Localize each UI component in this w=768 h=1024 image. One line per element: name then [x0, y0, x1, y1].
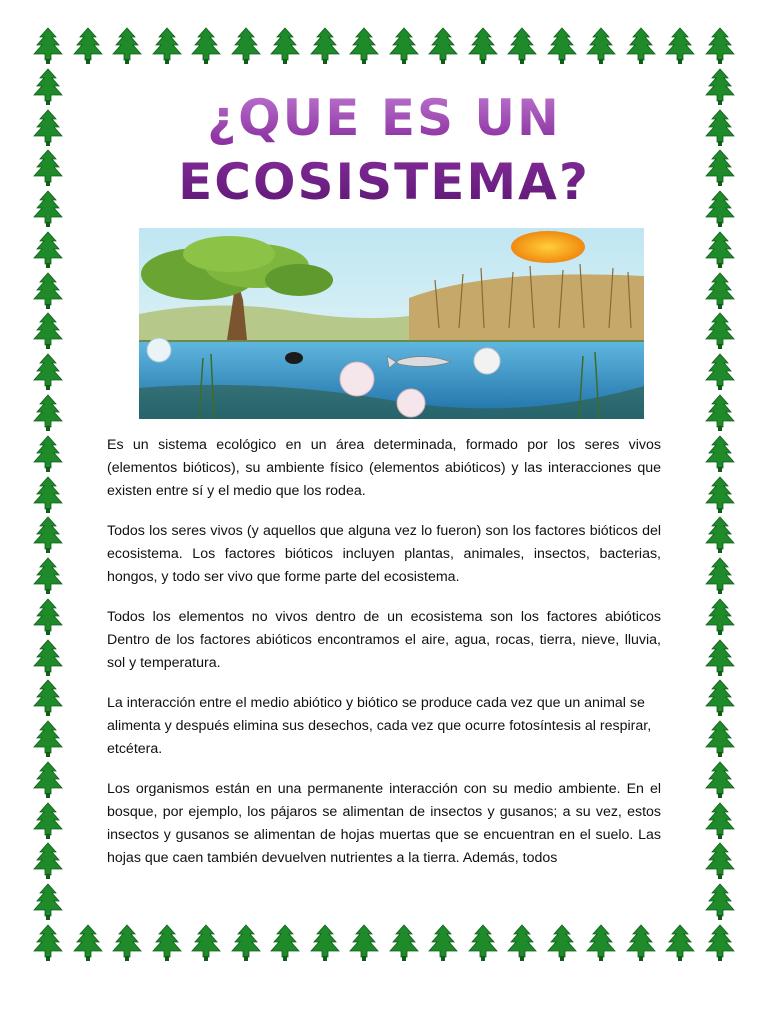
paragraph-1: Es un sistema ecológico en un área determinada, formado por los seres vivos (elementos bióticos), su ambiente físico (elementos abióticos) y las interacciones que existen entre sí y el medio que los rodea. [107, 437, 661, 499]
pine-tree-icon [466, 27, 500, 65]
pine-tree-icon [150, 924, 184, 962]
pine-tree-icon [703, 761, 737, 799]
ecosystem-image [139, 228, 644, 419]
pine-tree-icon [31, 802, 65, 840]
pine-tree-icon [268, 924, 302, 962]
pine-tree-icon [31, 476, 65, 514]
pine-tree-icon [703, 109, 737, 147]
paragraph-3: Todos los elementos no vivos dentro de un ecosistema son los factores abióticos Dentro de los factores abióticos encontramos el aire, agua, rocas, tierra, nieve, lluvia, sol y temperatura. [107, 609, 661, 671]
pine-tree-icon [31, 68, 65, 106]
pine-tree-icon [229, 27, 263, 65]
pine-tree-icon [703, 516, 737, 554]
pine-tree-icon [31, 679, 65, 717]
pine-tree-icon [624, 27, 658, 65]
pine-tree-icon [703, 924, 737, 962]
pine-tree-icon [347, 27, 381, 65]
pine-tree-icon [31, 516, 65, 554]
pine-tree-icon [31, 272, 65, 310]
pine-tree-icon [703, 598, 737, 636]
pine-tree-icon [268, 27, 302, 65]
pine-tree-icon [703, 720, 737, 758]
ecosystem-illustration [139, 228, 644, 419]
title-line-2: ECOSISTEMA? [178, 153, 590, 211]
title-line-1: ¿QUE ES UN [207, 89, 561, 147]
pine-tree-icon [71, 27, 105, 65]
pine-tree-icon [584, 924, 618, 962]
pine-tree-icon [31, 924, 65, 962]
pine-tree-icon [31, 639, 65, 677]
pine-tree-icon [703, 272, 737, 310]
pine-tree-icon [703, 394, 737, 432]
document-body [107, 434, 661, 887]
pine-tree-icon [703, 68, 737, 106]
pine-tree-icon [189, 27, 223, 65]
pine-tree-icon [31, 842, 65, 880]
pine-tree-icon [308, 27, 342, 65]
pine-tree-icon [110, 924, 144, 962]
pine-tree-icon [31, 190, 65, 228]
pine-tree-icon [505, 27, 539, 65]
pine-tree-icon [31, 231, 65, 269]
pine-tree-icon [31, 435, 65, 473]
pine-tree-icon [31, 394, 65, 432]
page-title [120, 86, 648, 214]
pine-tree-icon [31, 109, 65, 147]
pine-tree-icon [466, 924, 500, 962]
pine-tree-icon [703, 557, 737, 595]
pine-tree-icon [584, 27, 618, 65]
pine-tree-icon [545, 924, 579, 962]
pine-tree-icon [703, 476, 737, 514]
pine-tree-icon [71, 924, 105, 962]
pine-tree-icon [426, 27, 460, 65]
pine-tree-icon [31, 883, 65, 921]
pine-tree-icon [31, 353, 65, 391]
pine-tree-icon [703, 190, 737, 228]
paragraph-2: Todos los seres vivos (y aquellos que alguna vez lo fueron) son los factores bióticos del ecosistema. Los factores bióticos incluyen plantas, animales, insectos, bacterias, hongos, y todo ser vivo que forme parte del ecosistema. [107, 523, 661, 585]
pine-tree-icon [31, 27, 65, 65]
pine-tree-icon [31, 720, 65, 758]
pine-tree-icon [31, 598, 65, 636]
pine-tree-icon [31, 149, 65, 187]
pine-tree-icon [31, 557, 65, 595]
pine-tree-icon [663, 924, 697, 962]
pine-tree-icon [229, 924, 263, 962]
pine-tree-icon [31, 312, 65, 350]
pine-tree-icon [387, 924, 421, 962]
pine-tree-icon [703, 149, 737, 187]
pine-tree-icon [703, 231, 737, 269]
pine-tree-icon [703, 312, 737, 350]
pine-tree-icon [347, 924, 381, 962]
pine-tree-icon [426, 924, 460, 962]
pine-tree-icon [189, 924, 223, 962]
pine-tree-icon [703, 679, 737, 717]
pine-tree-icon [150, 27, 184, 65]
pine-tree-icon [110, 27, 144, 65]
pine-tree-icon [31, 761, 65, 799]
paragraph-5: Los organismos están en una permanente interacción con su medio ambiente. En el bosque, por ejemplo, los pájaros se alimentan de insectos y gusanos; a su vez, estos insectos y gusanos se alimentan de hojas muertas que se encuentran en el suelo. Las hojas que caen también devuelven nutrientes a la tierra. Además, todos [107, 781, 661, 866]
pine-tree-icon [703, 353, 737, 391]
pine-tree-icon [703, 883, 737, 921]
pine-tree-icon [545, 27, 579, 65]
pine-tree-icon [624, 924, 658, 962]
pine-tree-icon [703, 802, 737, 840]
pine-tree-icon [703, 639, 737, 677]
paragraph-4: La interacción entre el medio abiótico y biótico se produce cada vez que un animal se alimenta y después elimina sus desechos, cada vez que ocurre fotosíntesis al respirar, etcétera. [107, 695, 652, 757]
pine-tree-icon [505, 924, 539, 962]
pine-tree-icon [387, 27, 421, 65]
pine-tree-icon [703, 842, 737, 880]
pine-tree-icon [308, 924, 342, 962]
pine-tree-icon [703, 435, 737, 473]
pine-tree-icon [703, 27, 737, 65]
pine-tree-icon [663, 27, 697, 65]
